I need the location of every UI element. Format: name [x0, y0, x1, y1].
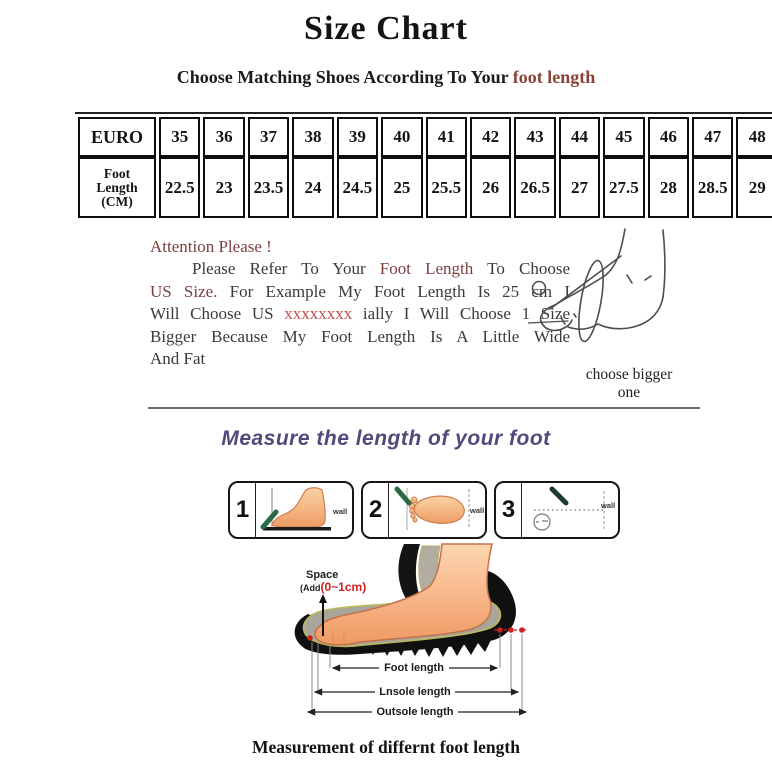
size-table-wrapper	[75, 112, 772, 218]
attention-text: For Example My Foot Length Is 25 cm I	[217, 281, 571, 301]
measure-circle-marks	[536, 521, 548, 522]
euro-row-label: EURO	[78, 117, 156, 157]
outsole-length-label: Outsole length	[376, 706, 454, 718]
insole-length-label: Lnsole length	[379, 686, 451, 698]
attention-note	[150, 236, 570, 370]
attention-text: To Choose	[473, 259, 570, 279]
step-2-illustration	[389, 483, 485, 537]
foot-length-cell: 27	[559, 157, 600, 218]
attention-text: Please Refer To Your	[192, 259, 380, 279]
euro-size-cell: 43	[514, 117, 555, 157]
euro-size-cell: 38	[292, 117, 333, 157]
table-row-foot-length	[78, 157, 772, 218]
foot-length-cell: 25.5	[426, 157, 467, 218]
subtitle	[0, 67, 772, 88]
size-table	[75, 117, 772, 218]
sketch-tape-diagonal	[550, 256, 621, 309]
choose-bigger-note: choose bigger one	[585, 366, 673, 401]
foot-length-row-label	[78, 157, 156, 218]
space-label: Space	[306, 569, 339, 581]
sketch-pointer-line	[528, 321, 568, 323]
attention-line	[150, 258, 570, 280]
sketch-toe-crease	[561, 314, 576, 324]
sketch-sole-heel	[568, 297, 663, 329]
toe-marker-dot	[307, 635, 313, 641]
foot-length-label-line: Foot	[103, 165, 131, 181]
foot-top-view	[414, 496, 464, 523]
measuring-steps	[228, 481, 620, 539]
sketch-tape-end	[533, 282, 546, 295]
foot-length-diagram	[290, 542, 530, 747]
sketch-measuring-loop	[574, 259, 608, 343]
foot-length-cell: 28	[648, 157, 689, 218]
step-box-2	[361, 481, 487, 539]
wall-label: wall	[601, 501, 616, 510]
step-number: 2	[363, 483, 389, 537]
subtitle-highlight-foot-length: foot length	[512, 67, 596, 87]
euro-size-cell: 36	[203, 117, 244, 157]
foot-length-cell: 27.5	[603, 157, 644, 218]
attention-line: Bigger Because My Foot Length Is A Little Wide	[150, 326, 570, 346]
euro-size-cell: 47	[692, 117, 733, 157]
measure-section-heading: Measure the length of your foot	[221, 427, 551, 450]
euro-size-cell: 46	[648, 117, 689, 157]
wall-label: wall	[470, 506, 485, 515]
attention-text: Will Choose US	[150, 304, 285, 324]
foot-length-cell: 26.5	[514, 157, 555, 218]
attention-redacted-x: xxxxxxxx	[284, 304, 353, 324]
foot-length-cell: 25	[381, 157, 422, 218]
foot-length-label: Foot length	[384, 662, 444, 674]
step-3-illustration	[522, 483, 618, 537]
euro-size-cell: 42	[470, 117, 511, 157]
attention-heading: Attention Please !	[150, 237, 272, 256]
section-divider	[148, 407, 700, 409]
space-arrowhead	[319, 594, 327, 603]
foot-length-cell: 28.5	[692, 157, 733, 218]
foot-length-cell: 23	[203, 157, 244, 218]
euro-size-cell: 44	[559, 117, 600, 157]
euro-size-cell: 37	[248, 117, 289, 157]
wall-label: wall	[333, 507, 348, 516]
foot-length-cell: 24.5	[337, 157, 378, 218]
step-number: 3	[496, 483, 522, 537]
subtitle-text: Choose Matching Shoes According To Your	[176, 67, 513, 87]
attention-line	[150, 303, 570, 325]
attention-line: And Fat	[150, 349, 206, 369]
euro-size-cell: 39	[337, 117, 378, 157]
attention-text: ially I Will Choose 1 Size	[352, 304, 570, 324]
page-title: Size Chart	[304, 10, 468, 47]
diagram-caption: Measurement of differnt foot length	[252, 737, 520, 757]
foot-length-cell: 29	[736, 157, 772, 218]
foot-side-view	[272, 488, 325, 527]
heel-marker-dot	[508, 627, 514, 633]
attention-line	[150, 281, 570, 303]
dark-marker-icon	[552, 489, 566, 503]
heel-marker-dot	[497, 627, 503, 633]
foot-length-label-line: (CM)	[101, 193, 133, 209]
euro-size-cell: 41	[426, 117, 467, 157]
foot-sketch-drawing	[528, 224, 720, 372]
ruler-base	[263, 527, 331, 531]
step-number: 1	[230, 483, 256, 537]
sketch-leg-back	[663, 230, 665, 297]
sketch-leg-instep	[555, 229, 625, 305]
step-box-1	[228, 481, 354, 539]
foot-length-label-line: Length	[96, 179, 138, 195]
foot-length-cell: 23.5	[248, 157, 289, 218]
foot-length-cell: 22.5	[159, 157, 200, 218]
euro-size-cell: 48	[736, 117, 772, 157]
euro-size-cell: 45	[603, 117, 644, 157]
sketch-toe	[541, 305, 572, 330]
euro-size-cell: 40	[381, 117, 422, 157]
space-add-label: (Add(0~1cm)	[300, 580, 367, 594]
heel-marker-dot	[519, 627, 525, 633]
step-box-3	[494, 481, 620, 539]
sketch-ankle-marks	[627, 275, 651, 283]
attention-us-size-highlight: US Size.	[150, 281, 218, 301]
table-row-euro	[78, 117, 772, 157]
foot-length-cell: 24	[292, 157, 333, 218]
foot-length-cell: 26	[470, 157, 511, 218]
euro-size-cell: 35	[159, 117, 200, 157]
step-1-illustration	[256, 483, 352, 537]
attention-foot-length-highlight: Foot Length	[379, 259, 474, 279]
